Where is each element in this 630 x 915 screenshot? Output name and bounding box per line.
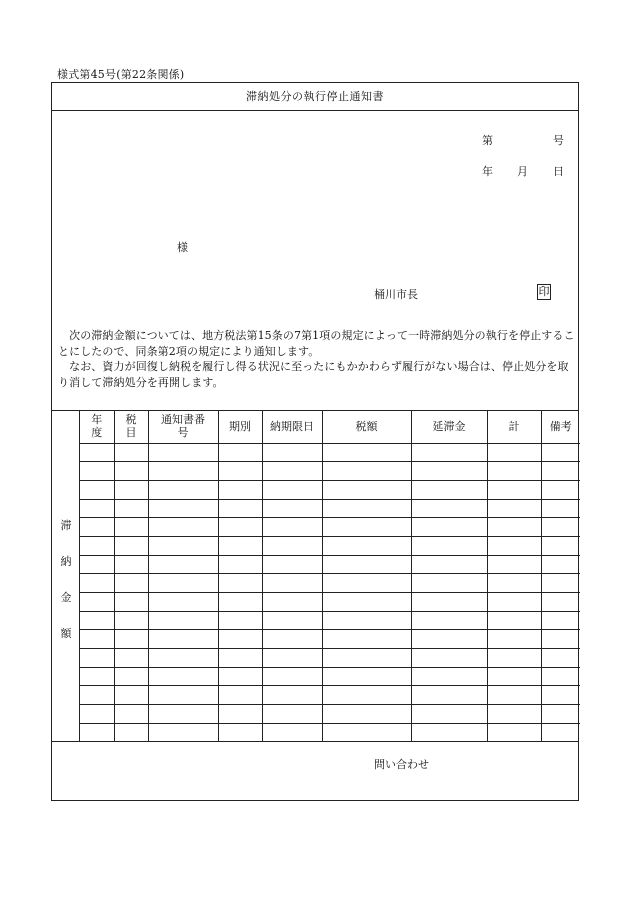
table-cell[interactable] [262, 705, 322, 724]
table-cell[interactable] [148, 574, 218, 593]
table-cell[interactable] [541, 667, 580, 686]
table-cell[interactable] [262, 462, 322, 481]
table-cell[interactable] [148, 536, 218, 555]
table-cell[interactable] [411, 723, 487, 742]
date-year: 年 [482, 165, 493, 178]
table-cell[interactable] [218, 443, 262, 462]
table-cell[interactable] [218, 611, 262, 630]
table-cell[interactable] [411, 667, 487, 686]
table-cell[interactable] [262, 667, 322, 686]
table-cell[interactable] [541, 480, 580, 499]
table-row [80, 667, 580, 686]
table-bottom-divider [52, 741, 578, 742]
table-cell[interactable] [114, 499, 148, 518]
table-cell[interactable] [262, 574, 322, 593]
table-cell[interactable] [322, 686, 411, 705]
table-cell[interactable] [218, 649, 262, 668]
table-row [80, 686, 580, 705]
header-fiscal-year: 年度 [80, 410, 114, 443]
table-cell[interactable] [262, 593, 322, 612]
table-cell[interactable] [148, 555, 218, 574]
header-total: 計 [487, 410, 541, 443]
table-cell[interactable] [411, 593, 487, 612]
table-cell[interactable] [218, 574, 262, 593]
table-cell[interactable] [80, 574, 114, 593]
table-cell[interactable] [541, 723, 580, 742]
table-cell[interactable] [80, 555, 114, 574]
table-cell[interactable] [148, 611, 218, 630]
date-day: 日 [553, 165, 564, 178]
table-cell[interactable] [411, 462, 487, 481]
table-cell[interactable] [148, 649, 218, 668]
table-cell[interactable] [487, 723, 541, 742]
table-cell[interactable] [218, 630, 262, 649]
table-cell[interactable] [487, 499, 541, 518]
table-cell[interactable] [114, 536, 148, 555]
header-notice-number: 通知書番号 [148, 410, 218, 443]
table-cell[interactable] [487, 462, 541, 481]
table-cell[interactable] [322, 593, 411, 612]
table-cell[interactable] [541, 536, 580, 555]
side-label-char: 滞 [60, 519, 72, 532]
table-cell[interactable] [262, 611, 322, 630]
table-cell[interactable] [80, 593, 114, 612]
table-cell[interactable] [411, 499, 487, 518]
table-cell[interactable] [114, 462, 148, 481]
table-cell[interactable] [218, 555, 262, 574]
table-cell[interactable] [541, 499, 580, 518]
header-remarks: 備考 [541, 410, 580, 443]
table-cell[interactable] [148, 518, 218, 537]
table-row [80, 705, 580, 724]
table-cell[interactable] [487, 443, 541, 462]
table-cell[interactable] [411, 630, 487, 649]
table-cell[interactable] [148, 723, 218, 742]
table-cell[interactable] [411, 480, 487, 499]
table-cell[interactable] [322, 667, 411, 686]
header-late-charge: 延滞金 [411, 410, 487, 443]
table-cell[interactable] [322, 611, 411, 630]
header-tax-item: 税目 [114, 410, 148, 443]
table-cell[interactable] [114, 705, 148, 724]
arrears-section [52, 410, 578, 741]
table-cell[interactable] [487, 593, 541, 612]
table-cell[interactable] [541, 574, 580, 593]
table-cell[interactable] [218, 705, 262, 724]
header-period: 期別 [218, 410, 262, 443]
table-row [80, 630, 580, 649]
table-cell[interactable] [148, 443, 218, 462]
table-cell[interactable] [487, 667, 541, 686]
notice-body [58, 328, 576, 390]
table-cell[interactable] [80, 499, 114, 518]
issuer-name: 桶川市長 [374, 288, 418, 301]
table-cell[interactable] [80, 630, 114, 649]
table-cell[interactable] [114, 443, 148, 462]
table-cell[interactable] [80, 611, 114, 630]
table-row [80, 462, 580, 481]
table-cell[interactable] [218, 667, 262, 686]
table-cell[interactable] [80, 518, 114, 537]
table-cell[interactable] [148, 705, 218, 724]
table-cell[interactable] [411, 443, 487, 462]
table-cell[interactable] [262, 723, 322, 742]
table-cell[interactable] [218, 536, 262, 555]
side-label-char: 額 [60, 627, 72, 640]
table-cell[interactable] [148, 593, 218, 612]
table-cell[interactable] [487, 705, 541, 724]
table-cell[interactable] [80, 686, 114, 705]
table-cell[interactable] [218, 723, 262, 742]
table-cell[interactable] [218, 593, 262, 612]
header-due-date: 納期限日 [262, 410, 322, 443]
table-cell[interactable] [148, 686, 218, 705]
addressee-suffix: 様 [177, 241, 188, 254]
table-row [80, 611, 580, 630]
table-cell[interactable] [541, 686, 580, 705]
table-cell[interactable] [114, 723, 148, 742]
side-label-char: 納 [60, 555, 72, 568]
table-cell[interactable] [411, 574, 487, 593]
table-cell[interactable] [322, 499, 411, 518]
table-cell[interactable] [80, 705, 114, 724]
table-cell[interactable] [262, 686, 322, 705]
notice-form [51, 82, 579, 801]
table-cell[interactable] [322, 480, 411, 499]
table-cell[interactable] [114, 593, 148, 612]
side-label-char: 金 [60, 591, 72, 604]
table-cell[interactable] [114, 574, 148, 593]
table-cell[interactable] [487, 536, 541, 555]
form-reference: 様式第45号(第22条関係) [57, 68, 185, 81]
number-suffix: 号 [553, 134, 564, 147]
table-row [80, 443, 580, 462]
table-cell[interactable] [541, 443, 580, 462]
table-cell[interactable] [114, 686, 148, 705]
document-title: 滞納処分の執行停止通知書 [52, 83, 578, 111]
table-cell[interactable] [411, 611, 487, 630]
table-cell[interactable] [114, 649, 148, 668]
table-cell[interactable] [148, 630, 218, 649]
seal-stamp-box: 印 [538, 285, 550, 298]
table-cell[interactable] [148, 667, 218, 686]
table-cell[interactable] [487, 555, 541, 574]
table-cell[interactable] [114, 555, 148, 574]
table-cell[interactable] [322, 536, 411, 555]
table-cell[interactable] [411, 686, 487, 705]
table-cell[interactable] [487, 611, 541, 630]
table-cell[interactable] [411, 705, 487, 724]
table-cell[interactable] [262, 443, 322, 462]
table-row [80, 723, 580, 742]
table-cell[interactable] [487, 649, 541, 668]
table-cell[interactable] [262, 480, 322, 499]
table-cell[interactable] [148, 462, 218, 481]
table-cell[interactable] [322, 649, 411, 668]
table-cell[interactable] [411, 518, 487, 537]
table-cell[interactable] [541, 593, 580, 612]
arrears-side-label [52, 410, 80, 741]
table-cell[interactable] [322, 443, 411, 462]
table-cell[interactable] [322, 574, 411, 593]
arrears-table [80, 410, 580, 742]
header-tax-amount: 税額 [322, 410, 411, 443]
table-header-row [80, 410, 580, 443]
table-cell[interactable] [80, 723, 114, 742]
table-cell[interactable] [487, 686, 541, 705]
table-cell[interactable] [487, 518, 541, 537]
date-month: 月 [517, 165, 528, 178]
table-cell[interactable] [541, 555, 580, 574]
table-cell[interactable] [411, 649, 487, 668]
table-cell[interactable] [148, 480, 218, 499]
table-cell[interactable] [218, 686, 262, 705]
table-cell[interactable] [262, 555, 322, 574]
table-cell[interactable] [218, 518, 262, 537]
table-cell[interactable] [262, 630, 322, 649]
table-row [80, 499, 580, 518]
table-cell[interactable] [114, 518, 148, 537]
table-cell[interactable] [411, 555, 487, 574]
table-cell[interactable] [487, 574, 541, 593]
table-cell[interactable] [322, 462, 411, 481]
table-cell[interactable] [218, 462, 262, 481]
table-cell[interactable] [80, 480, 114, 499]
table-row [80, 518, 580, 537]
table-row [80, 555, 580, 574]
table-cell[interactable] [487, 480, 541, 499]
table-cell[interactable] [80, 462, 114, 481]
table-cell[interactable] [322, 518, 411, 537]
table-cell[interactable] [114, 667, 148, 686]
table-cell[interactable] [262, 518, 322, 537]
table-cell[interactable] [541, 705, 580, 724]
table-cell[interactable] [262, 649, 322, 668]
table-cell[interactable] [262, 499, 322, 518]
table-cell[interactable] [80, 443, 114, 462]
table-cell[interactable] [148, 499, 218, 518]
table-cell[interactable] [80, 649, 114, 668]
table-cell[interactable] [218, 480, 262, 499]
body-paragraph-2: なお、資力が回復し納税を履行し得る状況に至ったにもかかわらず履行がない場合は、停止処分を取り消して滞納処分を再開します。 [58, 360, 569, 389]
table-row [80, 593, 580, 612]
table-cell[interactable] [487, 630, 541, 649]
table-cell[interactable] [322, 723, 411, 742]
table-cell[interactable] [114, 630, 148, 649]
table-cell[interactable] [80, 667, 114, 686]
table-cell[interactable] [262, 536, 322, 555]
table-cell[interactable] [541, 630, 580, 649]
table-body [80, 443, 580, 742]
table-row [80, 536, 580, 555]
table-cell[interactable] [114, 480, 148, 499]
table-cell[interactable] [322, 555, 411, 574]
table-row [80, 574, 580, 593]
table-cell[interactable] [411, 536, 487, 555]
inquiry-label: 問い合わせ [374, 758, 429, 771]
table-cell[interactable] [218, 499, 262, 518]
table-row [80, 649, 580, 668]
table-cell[interactable] [322, 705, 411, 724]
table-cell[interactable] [541, 611, 580, 630]
body-paragraph-1: 次の滞納金額については、地方税法第15条の7第1項の規定によって一時滞納処分の執行を停止することにしたので、同条第2項の規定により通知します。 [58, 329, 575, 358]
table-cell[interactable] [541, 462, 580, 481]
table-cell[interactable] [322, 630, 411, 649]
table-row [80, 480, 580, 499]
table-cell[interactable] [80, 536, 114, 555]
number-prefix: 第 [482, 134, 493, 147]
table-cell[interactable] [541, 518, 580, 537]
table-cell[interactable] [114, 611, 148, 630]
table-cell[interactable] [541, 649, 580, 668]
